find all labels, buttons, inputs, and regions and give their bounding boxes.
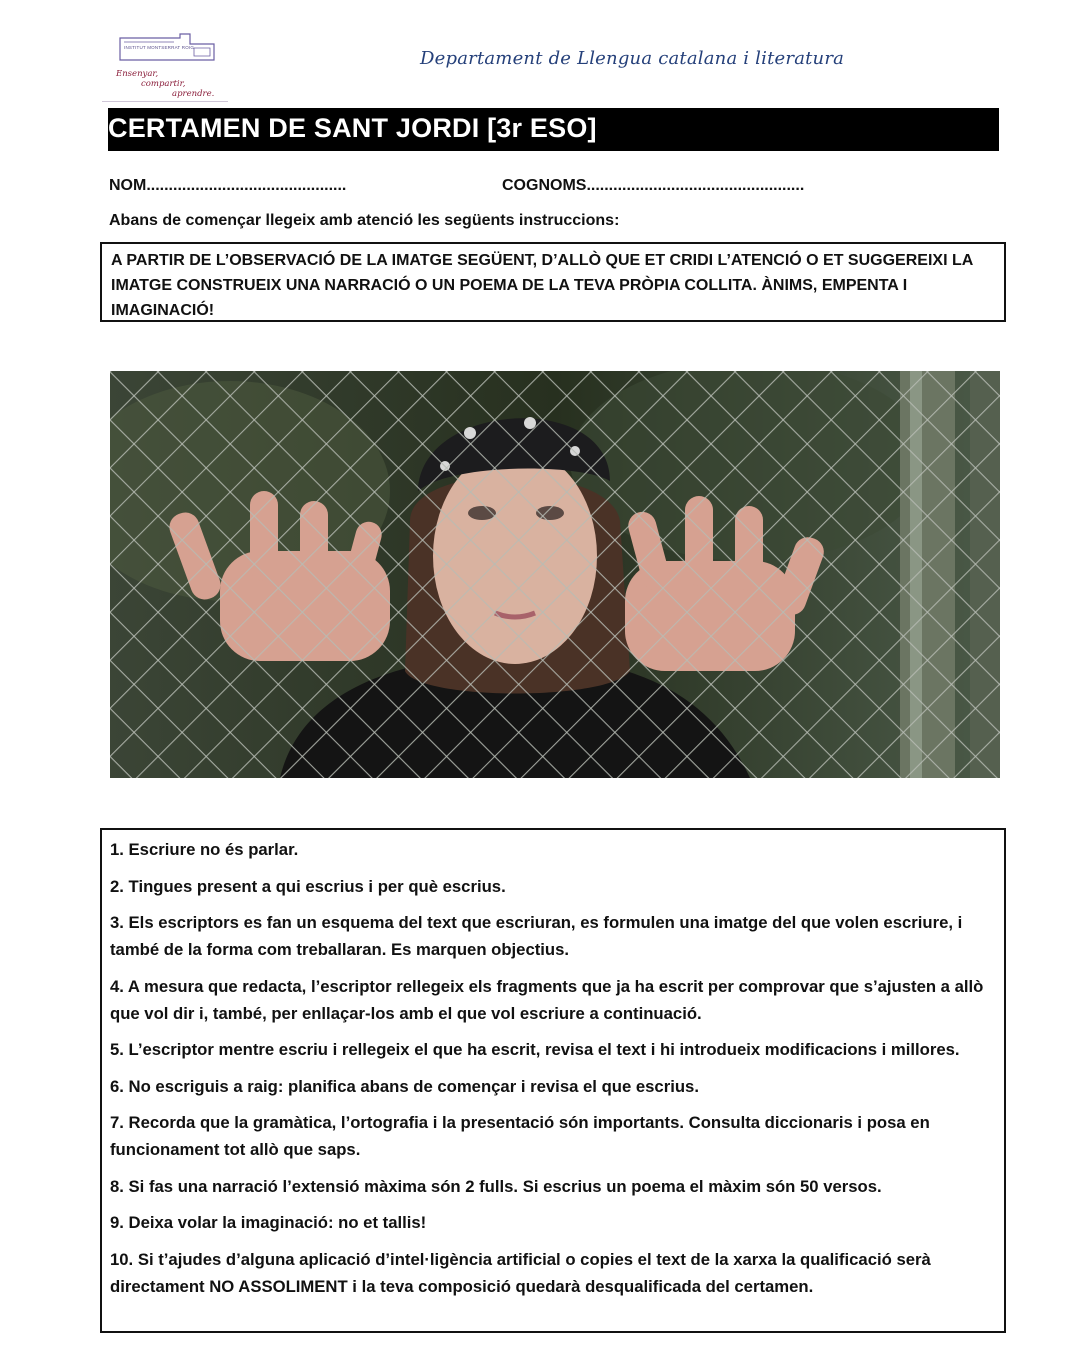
rules-list xyxy=(110,836,996,1300)
prompt-text: A PARTIR DE L’OBSERVACIÓ DE LA IMATGE SEGÜENT, D’ALLÒ QUE ET CRIDI L’ATENCIÓ O ET SUGGEREIXI LA IMATGE CONSTRUEIX UNA NARRACIÓ O UN POEMA DE LA TEVA PRÒPIA COLLITA. ÀNIMS, EMPENTA I IMAGINACIÓ! xyxy=(111,252,973,319)
rule-item: 2. Tingues present a qui escrius i per què escrius. xyxy=(110,876,506,896)
rule-item: 6. No escriguis a raig: planifica abans de començar i revisa el que escrius. xyxy=(110,1076,699,1096)
rule-item: 4. A mesura que redacta, l’escriptor rellegeix els fragments que ja ha escrit per comprovar que s’ajusten a allò que vol dir i, també, per enllaçar-los amb el que vol escriure a continuació. xyxy=(110,976,984,1023)
name-field[interactable]: NOM............................................. xyxy=(109,177,347,194)
rule-item: 10. Si t’ajudes d’alguna aplicació d’intel·ligència artificial o copies el text de la xarxa la qualificació serà directament NO ASSOLIMENT i la teva composició quedarà desqualificada del certamen. xyxy=(110,1249,931,1296)
prompt-box xyxy=(100,242,1006,322)
rule-item: 9. Deixa volar la imaginació: no et tallis! xyxy=(110,1213,427,1232)
surname-field[interactable]: COGNOMS................................................. xyxy=(502,177,805,194)
department-heading: Departament de Llengua catalana i literatura xyxy=(420,48,845,69)
rule-item: 1. Escriure no és parlar. xyxy=(110,840,299,859)
rules-box xyxy=(100,828,1006,1333)
logo-motto-2: compartir, xyxy=(141,79,186,89)
intro-text: Abans de començar llegeix amb atenció les següents instruccions: xyxy=(109,212,620,229)
rule-item: 5. L’escriptor mentre escriu i rellegeix el que ha escrit, revisa el text i hi introdueix modificacions i millores. xyxy=(110,1040,960,1059)
photo-illustration xyxy=(110,371,1000,778)
title-bar xyxy=(108,108,999,151)
rule-item: 7. Recorda que la gramàtica, l’ortografia i la presentació són importants. Consulta diccionaris i posa en funcionament tot allò que saps. xyxy=(110,1113,930,1159)
school-building-icon xyxy=(110,30,222,70)
rule-item: 3. Els escriptors es fan un esquema del text que escriuran, es formulen una imatge del que volen escriure, i també de la forma com treballaran. Es marquen objectius. xyxy=(110,913,963,959)
page-title: CERTAMEN DE SANT JORDI [3r ESO] xyxy=(108,113,597,143)
logo-motto-1: Ensenyar, xyxy=(116,69,159,79)
logo-institution: INSTITUT MONTSERRAT ROIG xyxy=(124,45,195,50)
photo-teen-behind-fence xyxy=(110,371,1000,778)
logo-motto-3: aprendre. xyxy=(172,89,215,99)
school-logo xyxy=(102,28,228,102)
rule-item: 8. Si fas una narració l’extensió màxima són 2 fulls. Si escrius un poema el màxim són 50 versos. xyxy=(110,1176,882,1196)
